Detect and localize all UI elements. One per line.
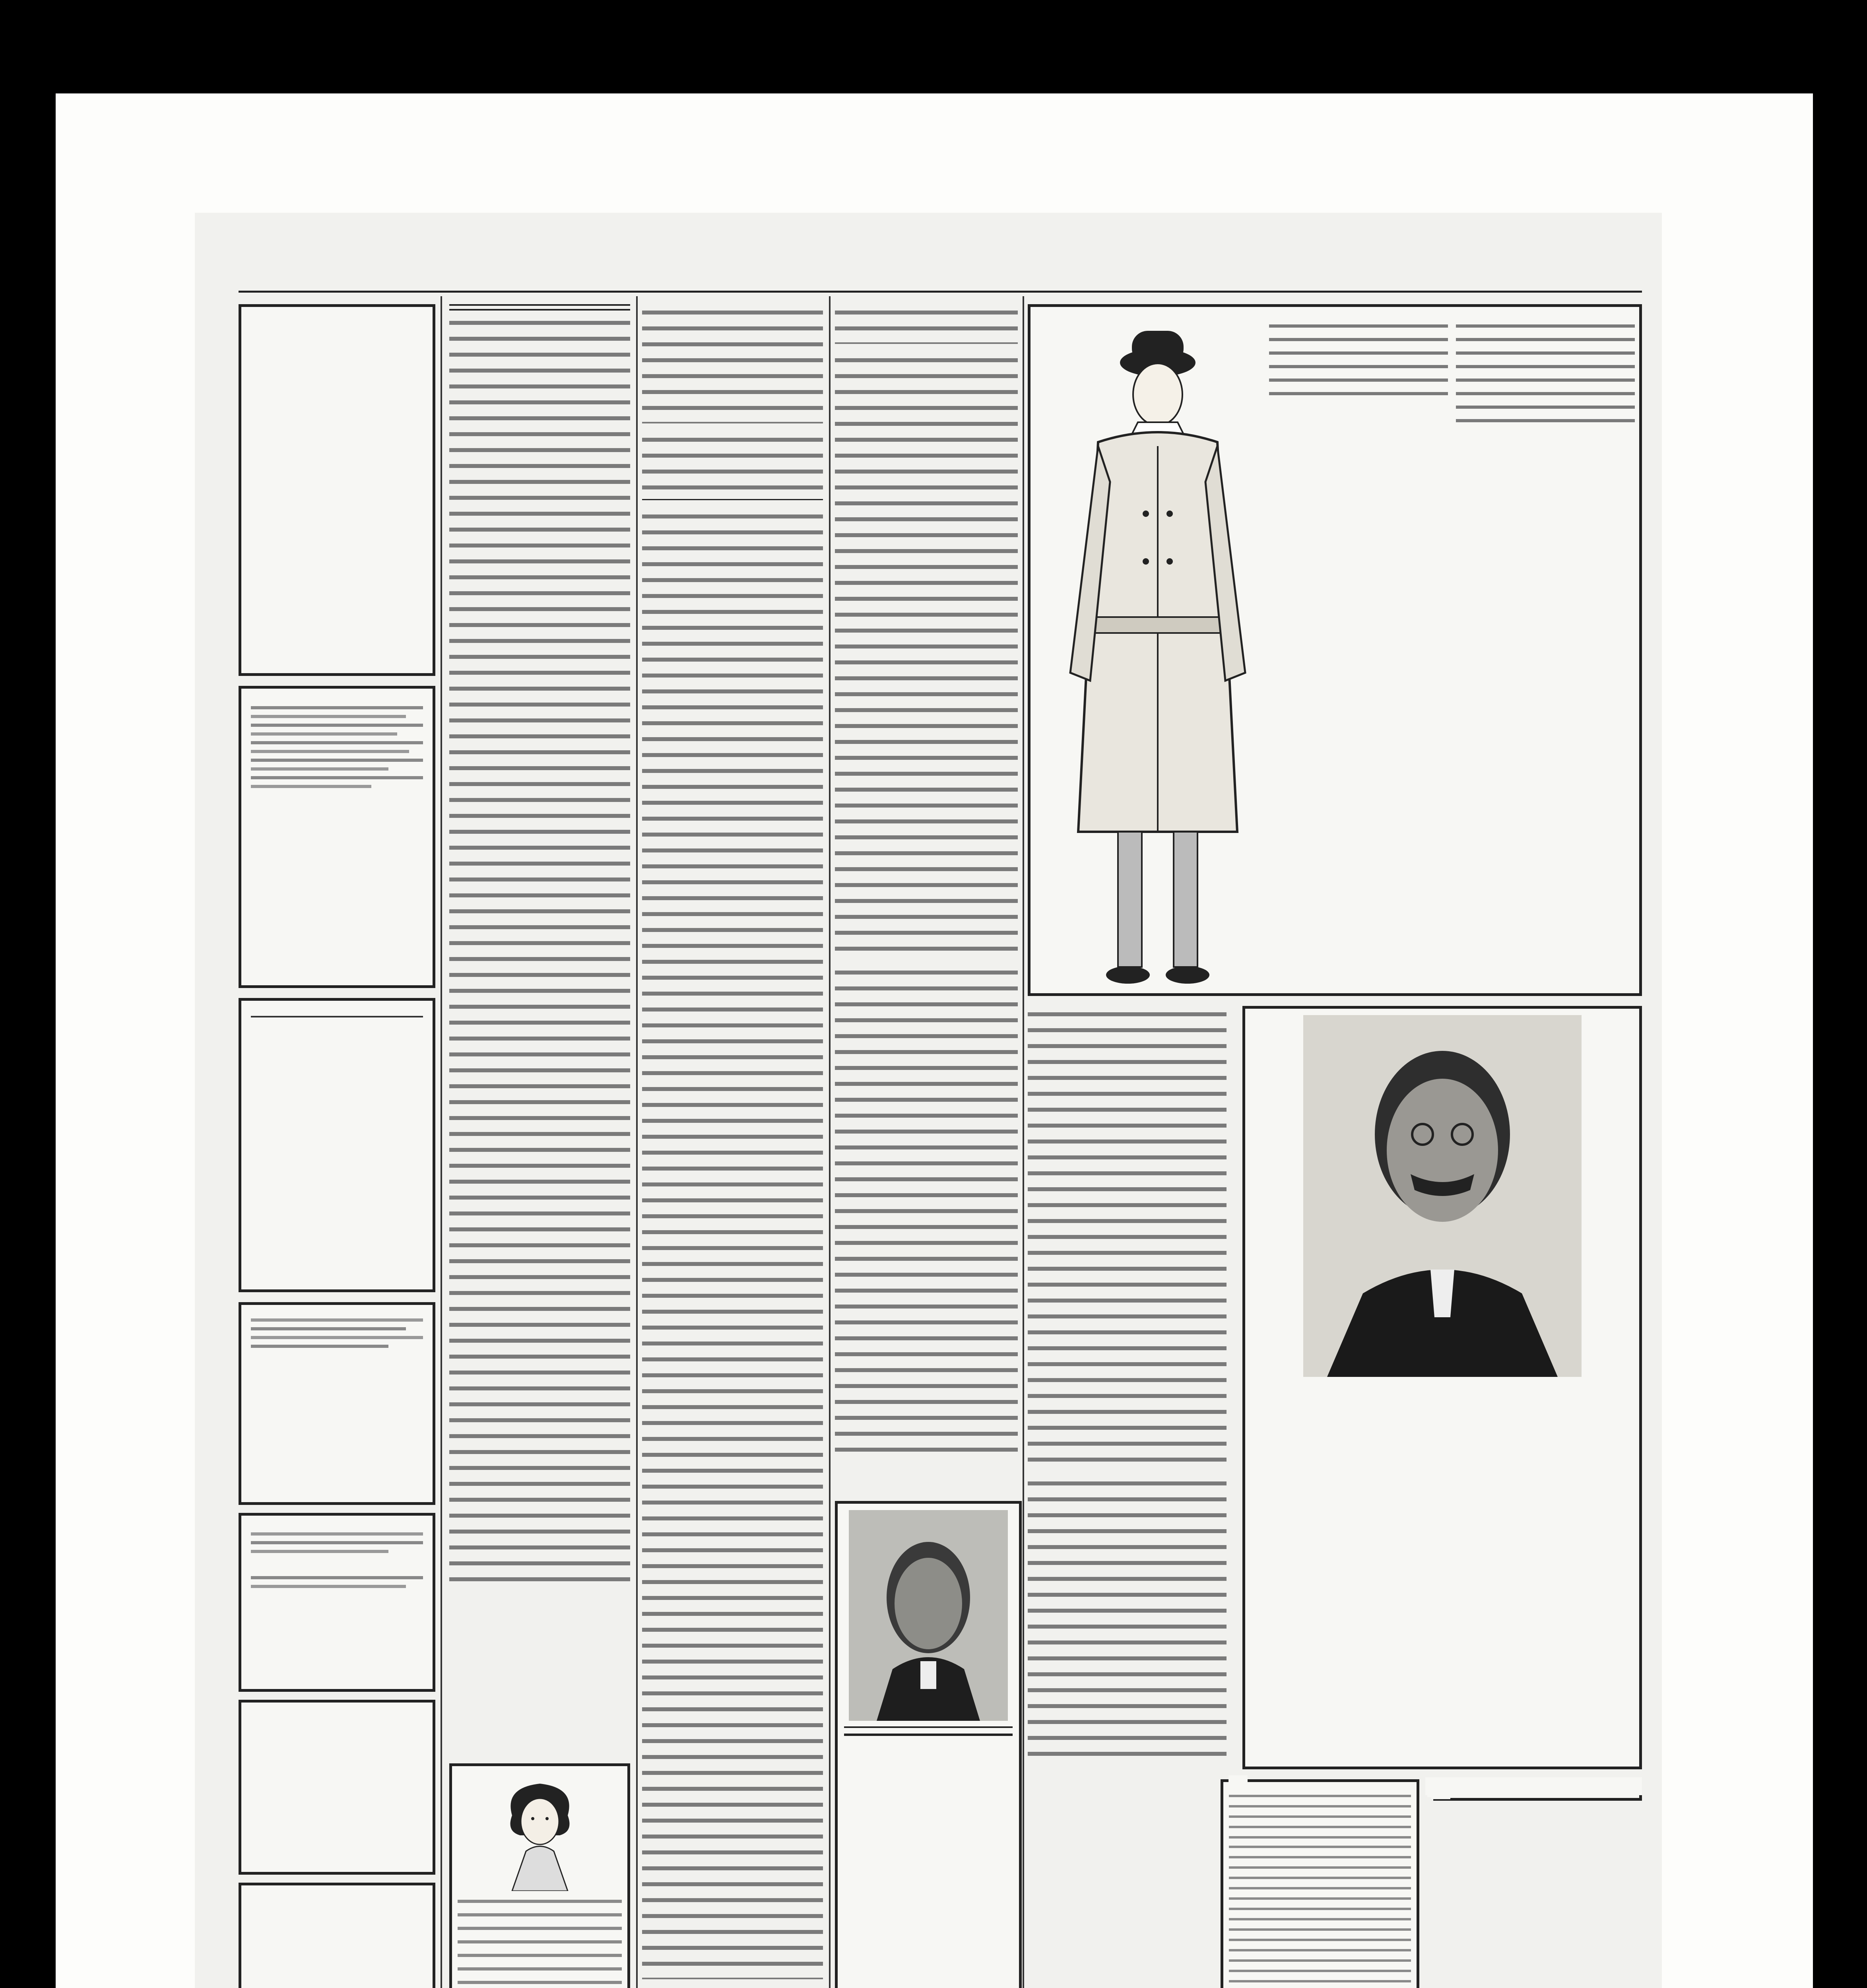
spacer	[1228, 1775, 1248, 1791]
masthead	[612, 264, 1328, 287]
header-rule	[239, 291, 1642, 293]
suits-column	[1269, 319, 1448, 450]
winnipeg-column	[449, 304, 630, 1988]
body-text	[251, 701, 423, 832]
zam-buk-ad	[449, 1763, 630, 1988]
column-five	[1028, 1006, 1227, 1769]
royal-cafe-ad	[239, 1883, 435, 1988]
article-body	[449, 315, 630, 1587]
man-in-overcoat-illustration	[1038, 315, 1261, 991]
dr-blake-ad	[835, 1501, 1022, 1988]
palsjagare-ad	[239, 998, 435, 1292]
column-rule	[441, 296, 442, 1988]
article-body	[835, 352, 1018, 956]
elda-kol-ad	[239, 304, 435, 676]
adamson-portrait	[1303, 1015, 1582, 1377]
article-body	[1028, 1006, 1227, 1467]
ad-copy	[1269, 315, 1635, 991]
article-title	[449, 304, 630, 311]
bon-accord-ad	[1028, 304, 1642, 996]
manitoba-hotell-ad	[239, 1700, 435, 1875]
column-rule	[829, 296, 831, 1988]
woman-illustration	[488, 1772, 592, 1891]
underwear-column	[1456, 319, 1635, 450]
newspaper-page	[195, 213, 1662, 1988]
column-four	[835, 304, 1018, 1509]
patenter-ad	[239, 1513, 435, 1692]
article-body	[642, 304, 823, 423]
article-body	[642, 508, 823, 1979]
article-body	[835, 304, 1018, 344]
article-title	[642, 499, 823, 500]
article-body	[1028, 1475, 1227, 1761]
blake-portrait	[849, 1510, 1008, 1721]
page-number	[1547, 265, 1638, 285]
ballot-mark	[844, 1734, 1013, 1736]
column-rule	[1023, 296, 1024, 1988]
article-body	[835, 964, 1018, 1453]
martel-photo-ad	[239, 1302, 435, 1505]
column-rule	[636, 296, 638, 1988]
optiska-ad	[239, 686, 435, 988]
ad-headline	[844, 1726, 1013, 1728]
adamson-ad	[1242, 1006, 1642, 1769]
column-three	[642, 304, 823, 1988]
pile-remedy-ad	[1221, 1779, 1419, 1988]
article-body	[642, 431, 823, 491]
offer-columns	[1269, 319, 1635, 450]
